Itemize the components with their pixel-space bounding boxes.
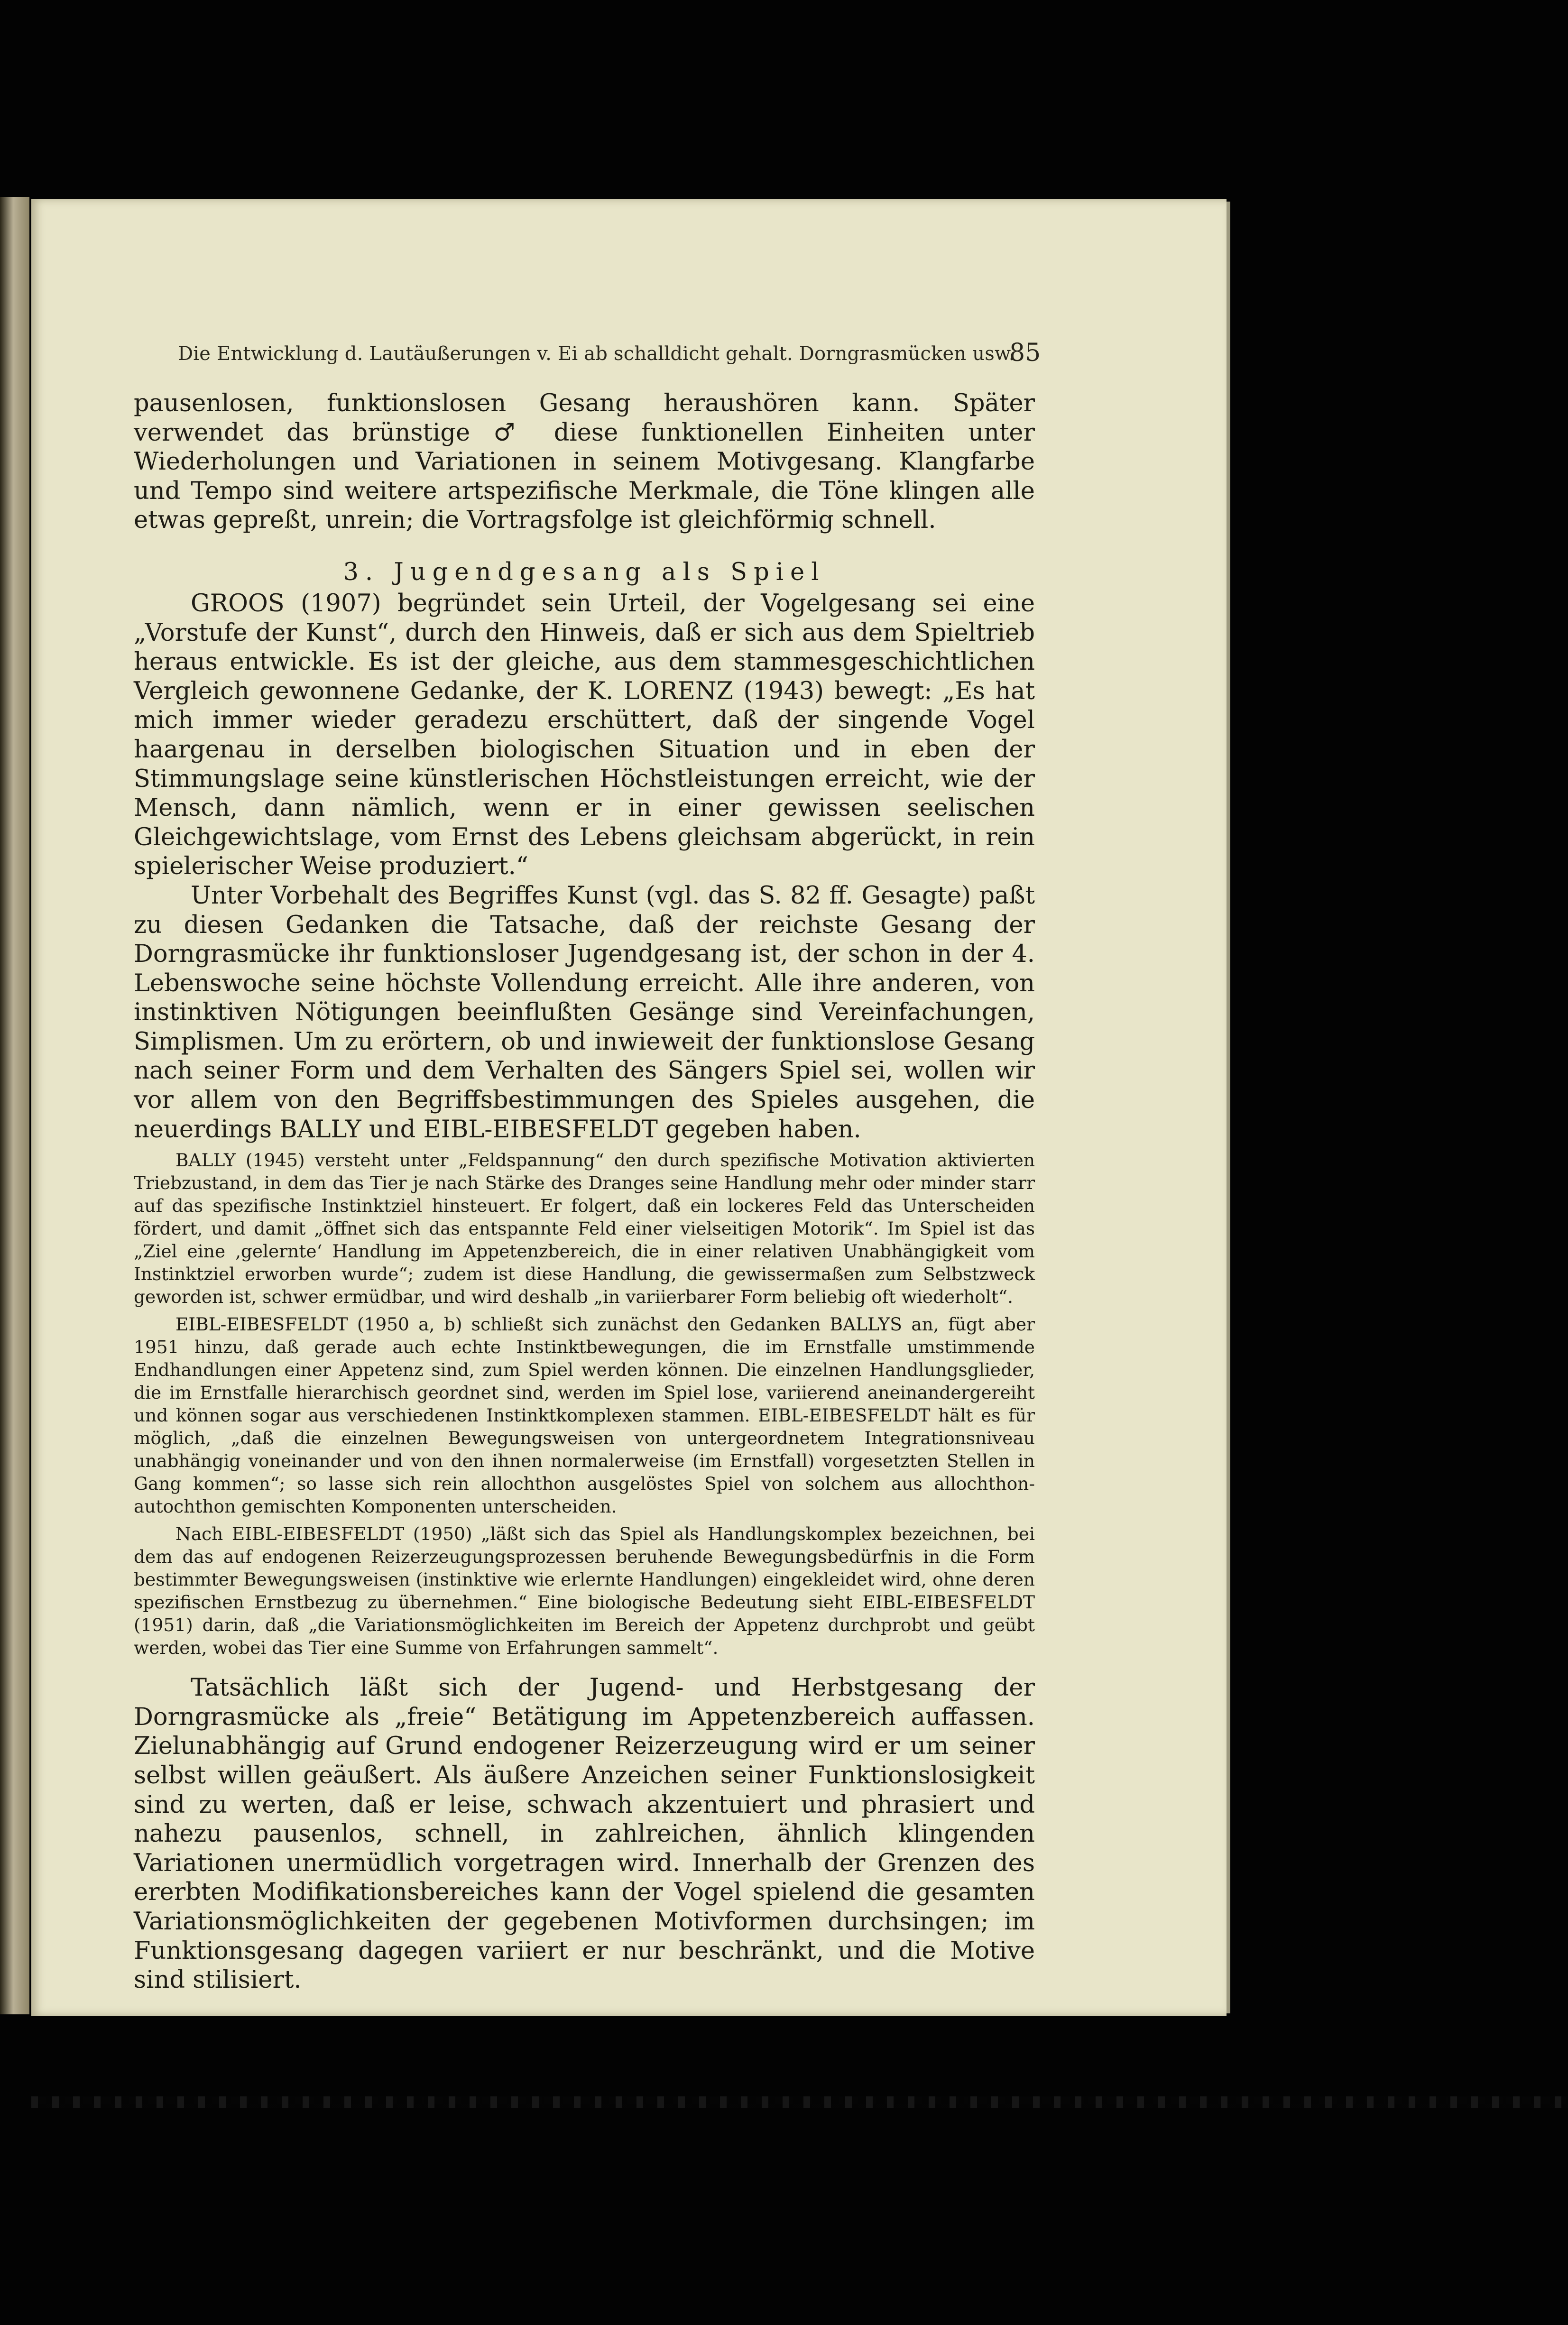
section-heading: 3. Jugendgesang als Spiel bbox=[343, 558, 826, 586]
page-edge-shadow bbox=[1227, 202, 1230, 2013]
scan-bottom-margin bbox=[31, 2096, 1568, 2108]
small-paragraph-3: Nach EIBL-EIBESFELDT (1950) „läßt sich das Spiel als Handlungskomplex bezeichnen, bei dem das auf endogenen Reizerzeugungsprozessen beruhende Bewegungsbedürfnis in die Form bestimmter Bewegungsweisen (instinktive wie erlernte Handlungen) eingekleidet wird, ohne deren spezifischen Ernstbezug zu übernehmen.“ Eine biologische Bedeutung sieht EIBL-EIBESFELDT (1951) darin, daß „die Variationsmöglichkeiten im Bereich der Appetenz durchprobt und geübt werden, wobei das Tier eine Summe von Erfahrungen sammelt“. bbox=[134, 1523, 1035, 1659]
page-number: 85 bbox=[1009, 339, 1041, 367]
book-spine-edge bbox=[0, 197, 29, 2014]
paragraph-1: pausenlosen, funktionslosen Gesang heraushören kann. Später verwendet das brünstige ♂ diese funktionellen Einheiten unter Wiederholungen und Variationen in seinem Motivgesang. Klangfarbe und Tempo sind weitere artspezifische Merkmale, die Töne klingen alle etwas gepreßt, unrein; die Vortragsfolge ist gleichförmig schnell. bbox=[134, 389, 1035, 535]
paragraph-4: Tatsächlich läßt sich der Jugend- und Herbstgesang der Dorngrasmücke als „freie“ Betätigung im Appetenzbereich auffassen. Zielunabhängig auf Grund endogener Reizerzeugung wird er um seiner selbst willen geäußert. Als äußere Anzeichen seiner Funktionslosigkeit sind zu werten, daß er leise, schwach akzentuiert und phrasiert und nahezu pausenlos, schnell, in zahlreichen, ähnlich klingenden Variationen unermüdlich vorgetragen wird. Innerhalb der Grenzen des ererbten Modifikationsbereiches kann der Vogel spielend die gesamten Variationsmöglichkeiten der gegebenen Motivformen durchsingen; im Funktionsgesang dagegen variiert er nur beschränkt, und die Motive sind stilisiert. bbox=[134, 1674, 1035, 1994]
small-paragraph-1: BALLY (1945) versteht unter „Feldspannung“ den durch spezifische Motivation aktivierten Triebzustand, in dem das Tier je nach Stärke des Dranges seine Handlung mehr oder minder starr auf das spezifische Instinktziel hinsteuert. Er folgert, daß ein lockeres Feld das Unterscheiden fördert, und damit „öffnet sich das entspannte Feld einer vielseitigen Motorik“. Im Spiel ist das „Ziel eine ‚gelernte‘ Handlung im Appetenzbereich, die in einer relativen Unabhängigkeit vom Instinktziel erworben wurde“; zudem ist diese Handlung, die gewissermaßen zum Selbstzweck geworden ist, schwer ermüdbar, und wird deshalb „in variierbarer Form beliebig oft wiederholt“. bbox=[134, 1150, 1035, 1308]
page-body bbox=[134, 389, 1035, 1995]
paragraph-3: Unter Vorbehalt des Begriffes Kunst (vgl. das S. 82 ff. Gesagte) paßt zu diesen Gedanken die Tatsache, daß der reichste Gesang der Dorngrasmücke ihr funktionsloser Jugendgesang ist, der schon in der 4. Lebenswoche seine höchste Vollendung erreicht. Alle ihre anderen, von instinktiven Nötigungen beeinflußten Gesänge sind Vereinfachungen, Simplismen. Um zu erörtern, ob und inwieweit der funktionslose Gesang nach seiner Form und dem Verhalten des Sängers Spiel sei, wollen wir vor allem von den Begriffsbestimmungen des Spieles ausgehen, die neuerdings BALLY und EIBL-EIBESFELDT gegeben haben. bbox=[134, 881, 1035, 1144]
paragraph-2: GROOS (1907) begründet sein Urteil, der Vogelgesang sei eine „Vorstufe der Kunst“, durch den Hinweis, daß er sich aus dem Spieltrieb heraus entwickle. Es ist der gleiche, aus dem stammesgeschichtlichen Vergleich gewonnene Gedanke, der K. LORENZ (1943) bewegt: „Es hat mich immer wieder geradezu erschüttert, daß der singende Vogel haargenau in derselben biologischen Situation und in eben der Stimmungslage seine künstlerischen Höchstleistungen erreicht, wie der Mensch, dann nämlich, wenn er in einer gewissen seelischen Gleichgewichtslage, vom Ernst des Lebens gleichsam abgerückt, in rein spielerischer Weise produziert.“ bbox=[134, 589, 1035, 881]
running-header: Die Entwicklung d. Lautäußerungen v. Ei ab schalldicht gehalt. Dorngrasmücken usw. bbox=[178, 343, 1015, 365]
small-paragraph-2: EIBL-EIBESFELDT (1950 a, b) schließt sich zunächst den Gedanken BALLYS an, fügt aber 1951 hinzu, daß gerade auch echte Instinktbewegungen, die im Ernstfalle umstimmende Endhandlungen einer Appetenz sind, zum Spiel werden können. Die einzelnen Handlungsglieder, die im Ernstfalle hierarchisch geordnet sind, werden im Spiel lose, variierend aneinandergereiht und können sogar aus verschiedenen Instinktkomplexen stammen. EIBL-EIBESFELDT hält es für möglich, „daß die einzelnen Bewegungsweisen von untergeordnetem Integrationsniveau unabhängig voneinander und von den ihnen normalerweise (im Ernstfall) vorgesetzten Stellen in Gang kommen“; so lasse sich rein allochthon ausgelöstes Spiel von solchem aus allochthon-autochthon gemischten Komponenten unterscheiden. bbox=[134, 1314, 1035, 1517]
